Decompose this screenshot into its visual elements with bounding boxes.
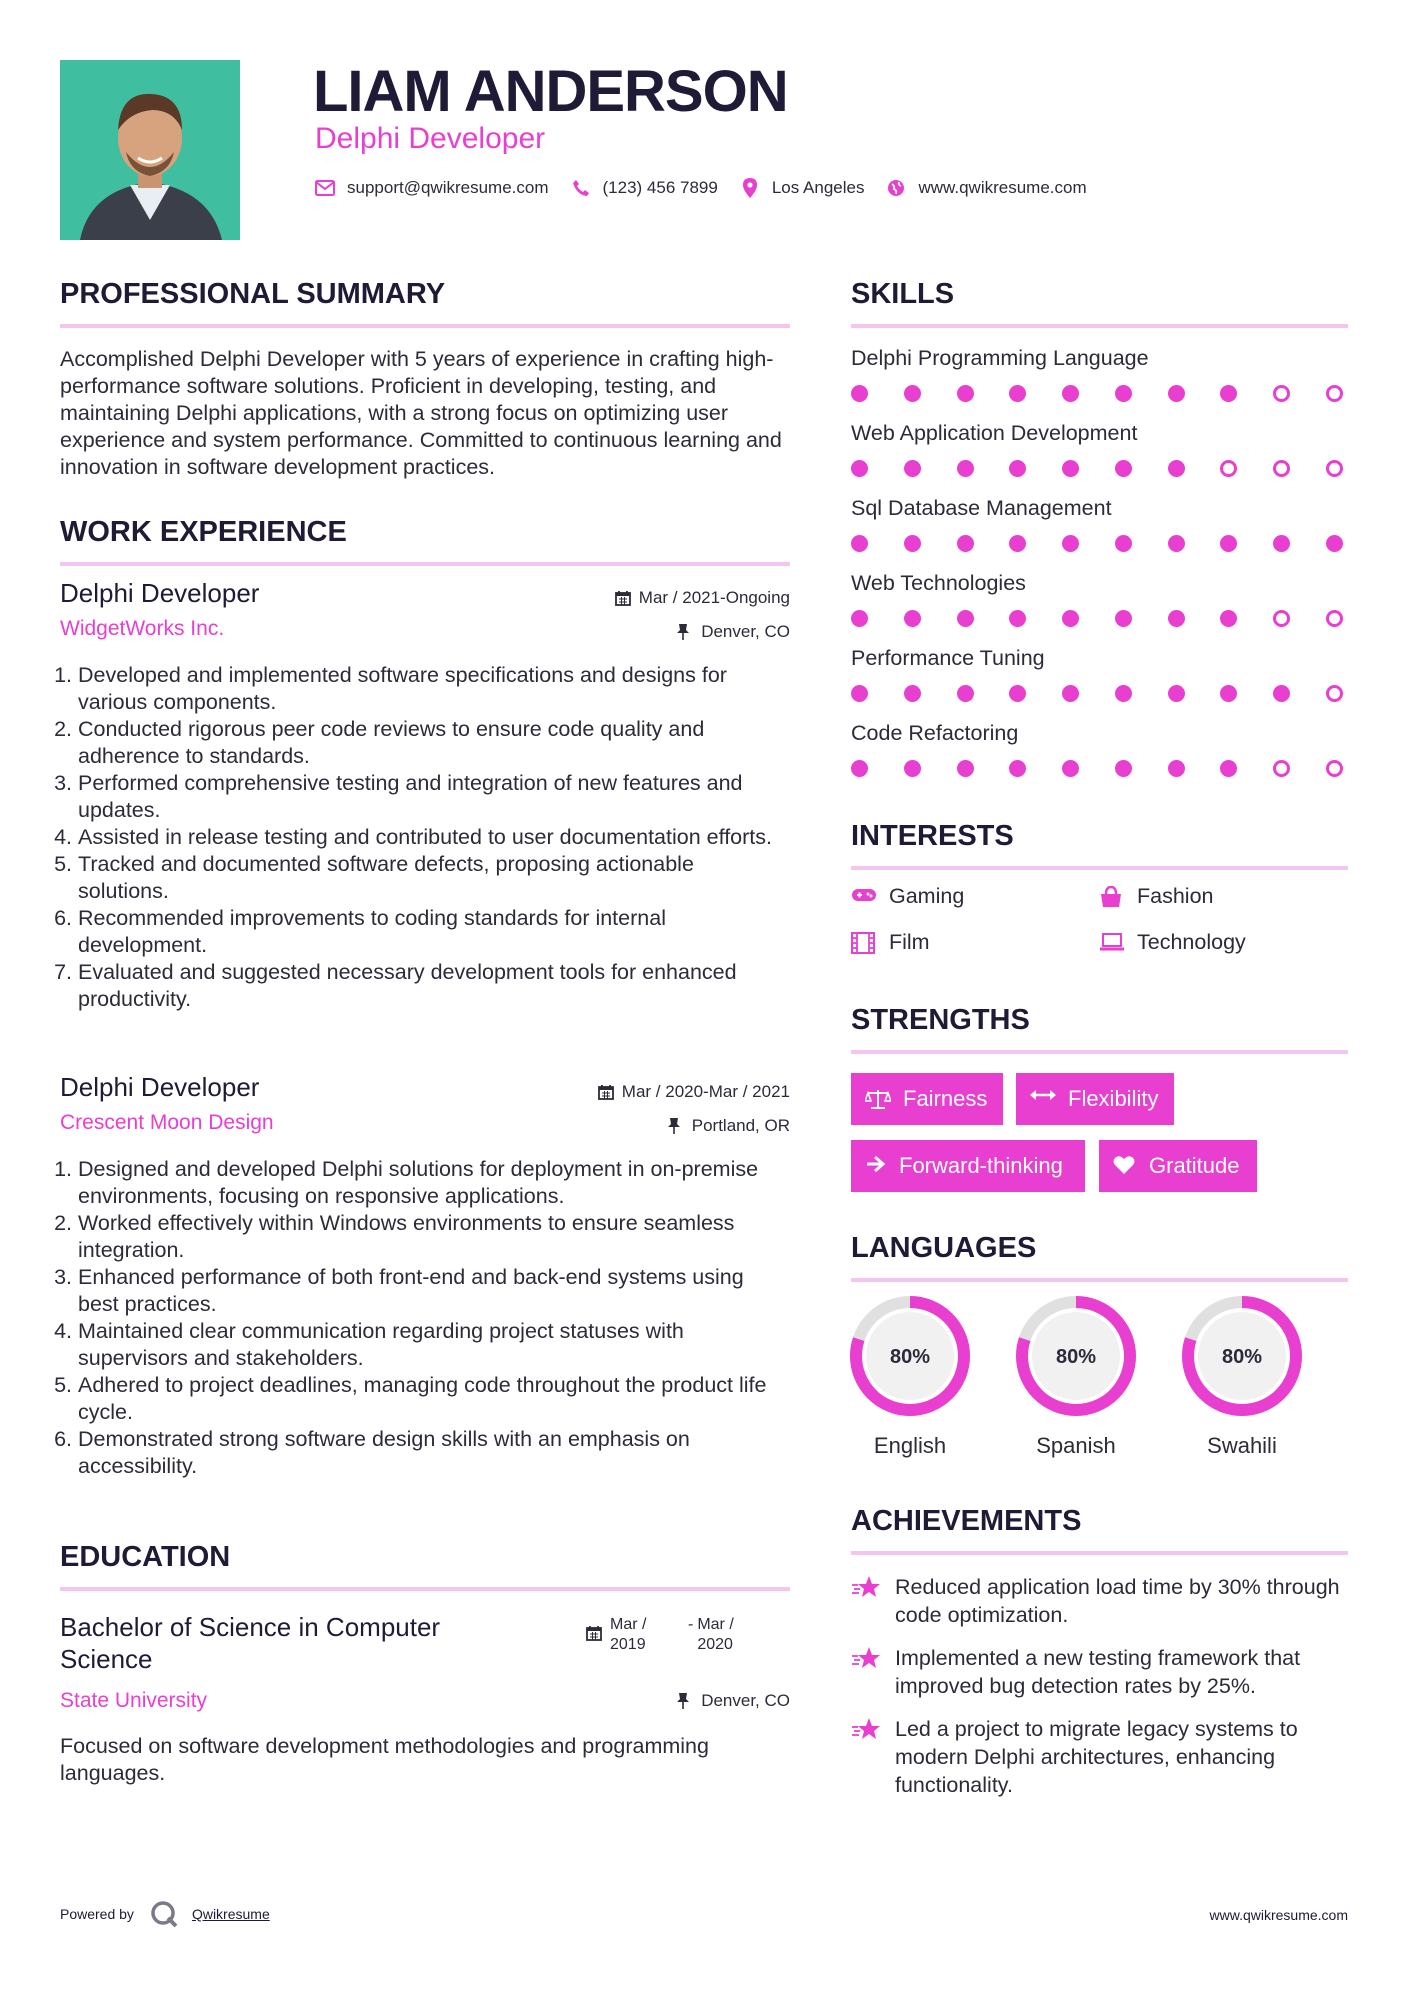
job-date-text: Mar / 2020-Mar / 2021 [621,1082,790,1101]
interest-label: Technology [1137,930,1246,954]
strengths-heading: STRENGTHS [851,1004,1030,1036]
skill-name: Web Technologies [851,571,1026,595]
achievements-heading: ACHIEVEMENTS [851,1505,1082,1537]
list-item: 2. Conducted rigorous peer code reviews to ensure code quality and adherence to standards. [78,716,790,770]
candidate-name: LIAM ANDERSON [313,59,788,124]
strengths-section [851,1004,1348,1054]
section-divider [851,324,1348,328]
job-bullets [60,1156,790,1480]
section-divider [851,1551,1348,1555]
education-location-text: Denver, CO [701,1691,790,1710]
achievements-section [851,1505,1348,1799]
language-percent: 80% [889,1346,931,1368]
list-item: 6. Recommended improvements to coding standards for internal development. [78,905,790,959]
achievement-text: Implemented a new testing framework that improved bug detection rates by 25%. [895,1646,1301,1698]
brand-link[interactable]: Qwikresume [191,1906,270,1922]
language-item [1014,1294,1138,1459]
rating-dot-filled [851,460,868,477]
rating-dot-filled [904,385,921,402]
section-divider [851,1050,1348,1054]
rating-dot-filled [1220,385,1237,402]
strength-label: Flexibility [1068,1086,1159,1111]
skill-name: Performance Tuning [851,646,1045,670]
rating-dot-filled [851,685,868,702]
skills-section [851,278,1348,796]
rating-dot-filled [1062,535,1079,552]
rating-dot-filled [1009,385,1026,402]
list-item: 1. Developed and implemented software specifications and designs for various components. [78,662,790,716]
pushpin-icon [677,1693,693,1709]
job-date [598,1082,790,1102]
edu-date-end: Mar / 2020 [697,1616,734,1653]
job-company: Crescent Moon Design [60,1111,274,1134]
rating-dot-filled [1062,685,1079,702]
achievement-item [851,1644,1348,1715]
degree-title: Bachelor of Science in Computer Science [60,1612,441,1674]
rating-dot-filled [1062,760,1079,777]
job-title: Delphi Developer [60,1072,260,1102]
strength-tag [1099,1140,1257,1192]
rating-dot-filled [904,760,921,777]
rating-dot-filled [1115,685,1132,702]
strength-tag [1016,1073,1174,1125]
email-text: support@qwikresume.com [347,178,549,197]
location-text: Los Angeles [771,178,865,197]
phone-text: (123) 456 7899 [602,178,718,197]
list-item: 6. Demonstrated strong software design skills with an emphasis on accessibility. [78,1426,790,1480]
rating-dot-filled [1009,760,1026,777]
rating-dot-filled [1062,460,1079,477]
skill-rating [851,760,1343,777]
rating-dot-filled [957,685,974,702]
rating-dot-filled [904,610,921,627]
rating-dot-filled [851,385,868,402]
rating-dot-filled [1009,610,1026,627]
job-entry [60,1072,790,1480]
summary-heading: PROFESSIONAL SUMMARY [60,278,446,310]
rating-dot-filled [1220,535,1237,552]
rating-dot-filled [1115,760,1132,777]
rating-dot-empty [1273,760,1290,777]
rating-dot-filled [957,610,974,627]
strength-label: Fairness [903,1086,988,1111]
interest-label: Film [889,930,930,954]
experience-section [60,516,790,566]
rating-dot-filled [1115,460,1132,477]
skill-item [851,421,1348,496]
arrow-right-icon [865,1155,887,1177]
contact-phone[interactable] [571,178,718,198]
star-burst-icon [851,1717,881,1743]
rating-dot-filled [957,460,974,477]
summary-text: Accomplished Delphi Developer with 5 years of experience in crafting high-performance software solutions. Proficient in developing, testing, and maintaining Delphi applications, with a strong focus on optimizing user experience and system performance. Committed to continuous learning and innovation in software development practices. [60,347,782,479]
skill-rating [851,610,1343,627]
skill-rating [851,685,1343,702]
education-section [60,1541,790,1787]
rating-dot-empty [1273,610,1290,627]
language-percent: 80% [1221,1346,1263,1368]
rating-dot-filled [1220,760,1237,777]
section-divider [851,1278,1348,1282]
contact-website[interactable] [886,178,1086,198]
experience-heading: WORK EXPERIENCE [60,516,347,548]
rating-dot-empty [1326,685,1343,702]
qwikresume-logo-icon [150,1900,178,1928]
contact-location [740,178,865,198]
rating-dot-filled [1115,385,1132,402]
list-item: 5. Tracked and documented software defects, proposing actionable solutions. [78,851,790,905]
rating-dot-filled [1168,385,1185,402]
heart-icon [1113,1155,1137,1177]
skill-name: Sql Database Management [851,496,1112,520]
section-divider [851,866,1348,870]
job-date [615,588,790,608]
pushpin-icon [677,624,693,640]
rating-dot-filled [1168,535,1185,552]
interest-item [851,884,964,909]
job-location-text: Denver, CO [701,622,790,641]
job-entry [60,578,790,1013]
section-divider [60,562,790,566]
skill-item [851,646,1348,721]
job-location [668,1116,790,1136]
rating-dot-empty [1273,460,1290,477]
rating-dot-empty [1326,610,1343,627]
edu-date-start: Mar / 2019 [610,1616,647,1653]
skills-heading: SKILLS [851,278,955,310]
rating-dot-filled [851,535,868,552]
education-text: Focused on software development methodologies and programming languages. [60,1734,709,1785]
education-dates [586,1615,747,1655]
rating-dot-empty [1326,385,1343,402]
interest-item [1099,930,1246,955]
star-burst-icon [851,1575,881,1601]
rating-dot-filled [851,760,868,777]
education-heading: EDUCATION [60,1541,231,1573]
laptop-icon [1099,932,1125,954]
job-location-text: Portland, OR [691,1116,790,1135]
rating-dot-filled [957,535,974,552]
languages-heading: LANGUAGES [851,1232,1037,1264]
skill-item [851,496,1348,571]
language-item [1180,1294,1304,1459]
job-title: Delphi Developer [60,578,260,608]
skill-name: Delphi Programming Language [851,346,1149,370]
skill-item [851,346,1348,421]
rating-dot-filled [1220,610,1237,627]
school-name: State University [60,1689,208,1712]
rating-dot-empty [1220,460,1237,477]
languages-section [851,1232,1348,1282]
powered-by-text: Powered by [60,1906,134,1922]
skills-list [851,346,1348,796]
section-divider [60,324,790,328]
list-item: 1. Designed and developed Delphi solutions for deployment in on-premise environments, focusing on responsive applications. [78,1156,790,1210]
strength-label: Gratitude [1149,1153,1240,1178]
rating-dot-filled [1168,460,1185,477]
rating-dot-filled [1273,685,1290,702]
rating-dot-filled [1009,460,1026,477]
rating-dot-filled [1220,685,1237,702]
skill-rating [851,460,1343,477]
summary-section [60,278,790,481]
job-date-text: Mar / 2021-Ongoing [638,588,790,607]
interest-label: Fashion [1137,884,1214,908]
arrows-horizontal-icon [1030,1088,1056,1110]
candidate-role: Delphi Developer [315,122,546,155]
contact-email[interactable] [315,178,549,198]
footer-website[interactable]: www.qwikresume.com [1209,1907,1348,1923]
achievement-item [851,1715,1348,1799]
rating-dot-filled [1115,535,1132,552]
skill-item [851,571,1348,646]
strength-tag [851,1073,1003,1125]
star-burst-icon [851,1646,881,1672]
globe-icon [886,178,906,198]
map-pin-icon [740,178,760,198]
skill-name: Code Refactoring [851,721,1019,745]
list-item: 5. Adhered to project deadlines, managing code throughout the product life cycle. [78,1372,790,1426]
calendar-icon [598,1084,614,1100]
shopping-bag-icon [1099,886,1125,908]
rating-dot-empty [1326,760,1343,777]
language-item [848,1294,972,1459]
footer-powered [60,1900,270,1928]
rating-dot-filled [1062,385,1079,402]
balance-scale-icon [865,1088,891,1110]
achievement-text: Reduced application load time by 30% through code optimization. [895,1575,1340,1627]
rating-dot-filled [1168,610,1185,627]
strength-label: Forward-thinking [899,1153,1063,1178]
rating-dot-empty [1273,385,1290,402]
language-percent: 80% [1055,1346,1097,1368]
calendar-icon [586,1625,602,1655]
rating-dot-filled [904,460,921,477]
language-ring [1180,1294,1304,1418]
job-company: WidgetWorks Inc. [60,617,225,640]
achievement-text: Led a project to migrate legacy systems to modern Delphi architectures, enhancing functionality. [895,1717,1298,1797]
interest-item [1099,884,1214,909]
list-item: 4. Assisted in release testing and contributed to user documentation efforts. [78,824,790,851]
rating-dot-filled [1168,685,1185,702]
list-item: 2. Worked effectively within Windows environments to ensure seamless integration. [78,1210,790,1264]
language-name: Swahili [1207,1433,1277,1458]
rating-dot-filled [1115,610,1132,627]
interest-item [851,930,930,955]
interest-label: Gaming [889,884,965,908]
job-location [677,622,790,642]
rating-dot-filled [1273,535,1290,552]
language-name: English [873,1433,947,1458]
language-name: Spanish [1036,1433,1116,1458]
language-ring [1014,1294,1138,1418]
pushpin-icon [668,1118,684,1134]
contact-bar [315,178,1109,198]
achievement-item [851,1573,1348,1644]
calendar-icon [615,590,631,606]
skill-name: Web Application Development [851,421,1138,445]
list-item: 7. Evaluated and suggested necessary development tools for enhanced productivity. [78,959,790,1013]
list-item: 3. Performed comprehensive testing and integration of new features and updates. [78,770,790,824]
envelope-icon [315,178,335,198]
website-text: www.qwikresume.com [918,178,1087,197]
skill-rating [851,385,1343,402]
gamepad-icon [851,886,877,908]
interests-section [851,820,1348,984]
profile-photo [60,60,240,240]
skill-rating [851,535,1343,552]
phone-icon [571,178,591,198]
section-divider [60,1587,790,1591]
rating-dot-filled [1326,535,1343,552]
list-item: 3. Enhanced performance of both front-end and back-end systems using best practices. [78,1264,790,1318]
skill-item [851,721,1348,796]
language-ring [848,1294,972,1418]
rating-dot-filled [1062,610,1079,627]
rating-dot-filled [1009,535,1026,552]
rating-dot-filled [957,385,974,402]
rating-dot-filled [904,535,921,552]
rating-dot-filled [1009,685,1026,702]
rating-dot-filled [851,610,868,627]
strength-tag [851,1140,1085,1192]
education-location [677,1691,790,1711]
rating-dot-filled [1168,760,1185,777]
rating-dot-filled [904,685,921,702]
film-icon [851,932,877,954]
date-separator: - [688,1616,694,1633]
rating-dot-filled [957,760,974,777]
rating-dot-empty [1326,460,1343,477]
job-bullets [60,662,790,1013]
interests-heading: INTERESTS [851,820,1014,852]
list-item: 4. Maintained clear communication regarding project statuses with supervisors and stakeholders. [78,1318,790,1372]
